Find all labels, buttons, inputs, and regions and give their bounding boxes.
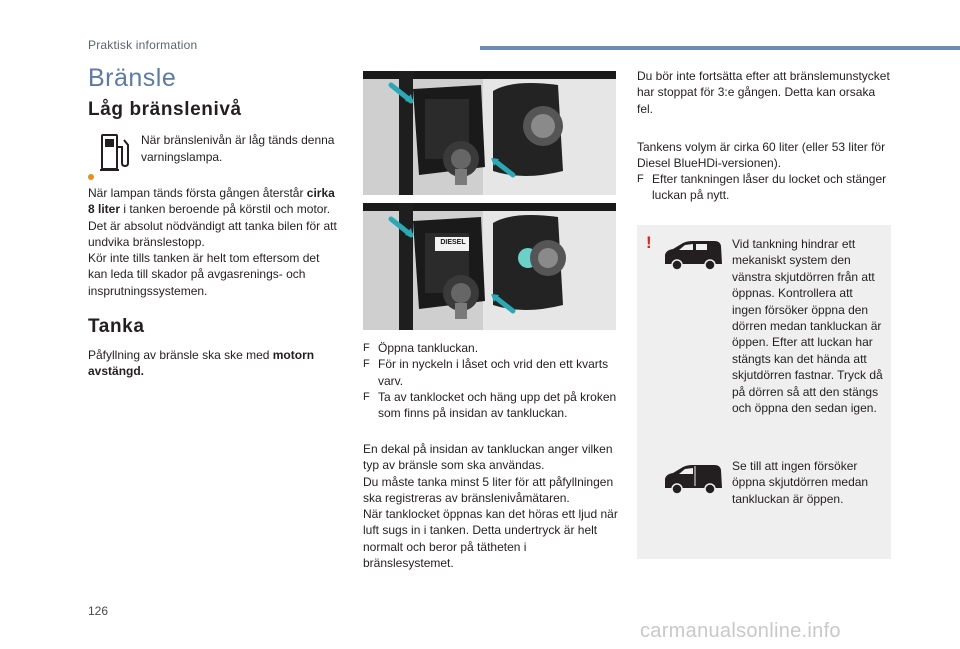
fuel-flap-photo-1: [363, 71, 616, 195]
fuel-flap-illustration-1: [363, 71, 616, 195]
van-icon: [663, 464, 723, 494]
step-text: Öppna tankluckan.: [378, 341, 479, 355]
low-fuel-paragraph-2: Det är absolut nödvändigt att tanka bilen för att undvika bränslestopp.: [88, 218, 337, 249]
step-item: [363, 340, 619, 356]
refuel-steps: [363, 340, 619, 421]
decal-text: [363, 441, 619, 571]
low-fuel-body: [88, 185, 340, 299]
page-number: 126: [88, 604, 109, 618]
decal-paragraph-3: När tanklocket öppnas kan det höras ett ljud när luft sugs in i tanken. Detta undertryck är helt normalt och beror på tätheten i bränslesystemet.: [363, 507, 618, 571]
step-text: För in nyckeln i låset och vrid den ett kvarts varv.: [378, 357, 609, 388]
step-item: [363, 389, 619, 422]
refuel-heading: Tanka: [88, 316, 145, 337]
fuel-flap-photo-2: [363, 203, 616, 330]
step-item: [363, 356, 619, 389]
section-title: Bränsle: [88, 64, 177, 92]
low-fuel-paragraph-3: Kör inte tills tanken är helt tom eftersom det kan leda till skador på avgasrenings- och insprutningssystemen.: [88, 251, 320, 298]
after-refuel-text: Efter tankningen låser du locket och stänger luckan på nytt.: [652, 172, 887, 203]
indicator-dot: [88, 174, 94, 180]
decal-paragraph-2: Du måste tanka minst 5 liter för att påfyllningen ska registreras av bränslenivåmätaren.: [363, 474, 614, 505]
stop-text: Du bör inte fortsätta efter att bränslemunstycket har stoppat för 3:e gången. Detta kan orsaka fel.: [637, 69, 890, 116]
bullet-marker: F: [363, 390, 370, 403]
warning-text-1: Vid tankning hindrar ett mekaniskt system den vänstra skjutdörren från att öppnas. Kontrollera att ingen försöker öppna den dörren medan tankluckan är öppen. Efter att luckan har stängts kan det hända att skjutdörren fastnar. Tryck då på dörren så att den stängs och öppna den sedan igen.: [732, 237, 883, 416]
fuel-pump-icon: [100, 131, 130, 173]
low-fuel-heading: Låg bränslenivå: [88, 99, 242, 120]
warning-lamp-text: När bränslenivån är låg tänds denna varningslampa.: [141, 133, 335, 164]
bullet-marker: F: [363, 342, 370, 354]
low-fuel-paragraph-1: När lampan tänds första gången återstår cirka 8 liter i tanken beroende på körstil och motor.: [88, 186, 335, 217]
warning-exclamation-icon: !: [646, 233, 652, 252]
header-bar: [480, 46, 960, 50]
tank-volume-text: Tankens volym är cirka 60 liter (eller 53 liter för Diesel BlueHDi-versionen).: [637, 140, 886, 171]
van-icon: [663, 240, 723, 270]
header-label: Praktisk information: [88, 38, 198, 52]
after-refuel-item: [637, 171, 891, 204]
bullet-marker: F: [637, 173, 644, 185]
diesel-label: DIESEL: [440, 239, 466, 246]
fuel-flap-illustration-2: [363, 203, 616, 330]
step-text: Ta av tanklocket och häng upp det på kroken som finns på insidan av tankluckan.: [378, 389, 617, 421]
watermark: carmanualsonline.info: [640, 620, 841, 642]
refuel-text: Påfyllning av bränsle ska ske med motorn avstängd.: [88, 348, 315, 379]
decal-paragraph-1: En dekal på insidan av tankluckan anger vilken typ av bränsle som ska användas.: [363, 442, 613, 473]
bullet-marker: F: [363, 358, 370, 371]
warning-text-2: Se till att ingen försöker öppna skjutdörren medan tankluckan är öppen.: [732, 459, 869, 506]
